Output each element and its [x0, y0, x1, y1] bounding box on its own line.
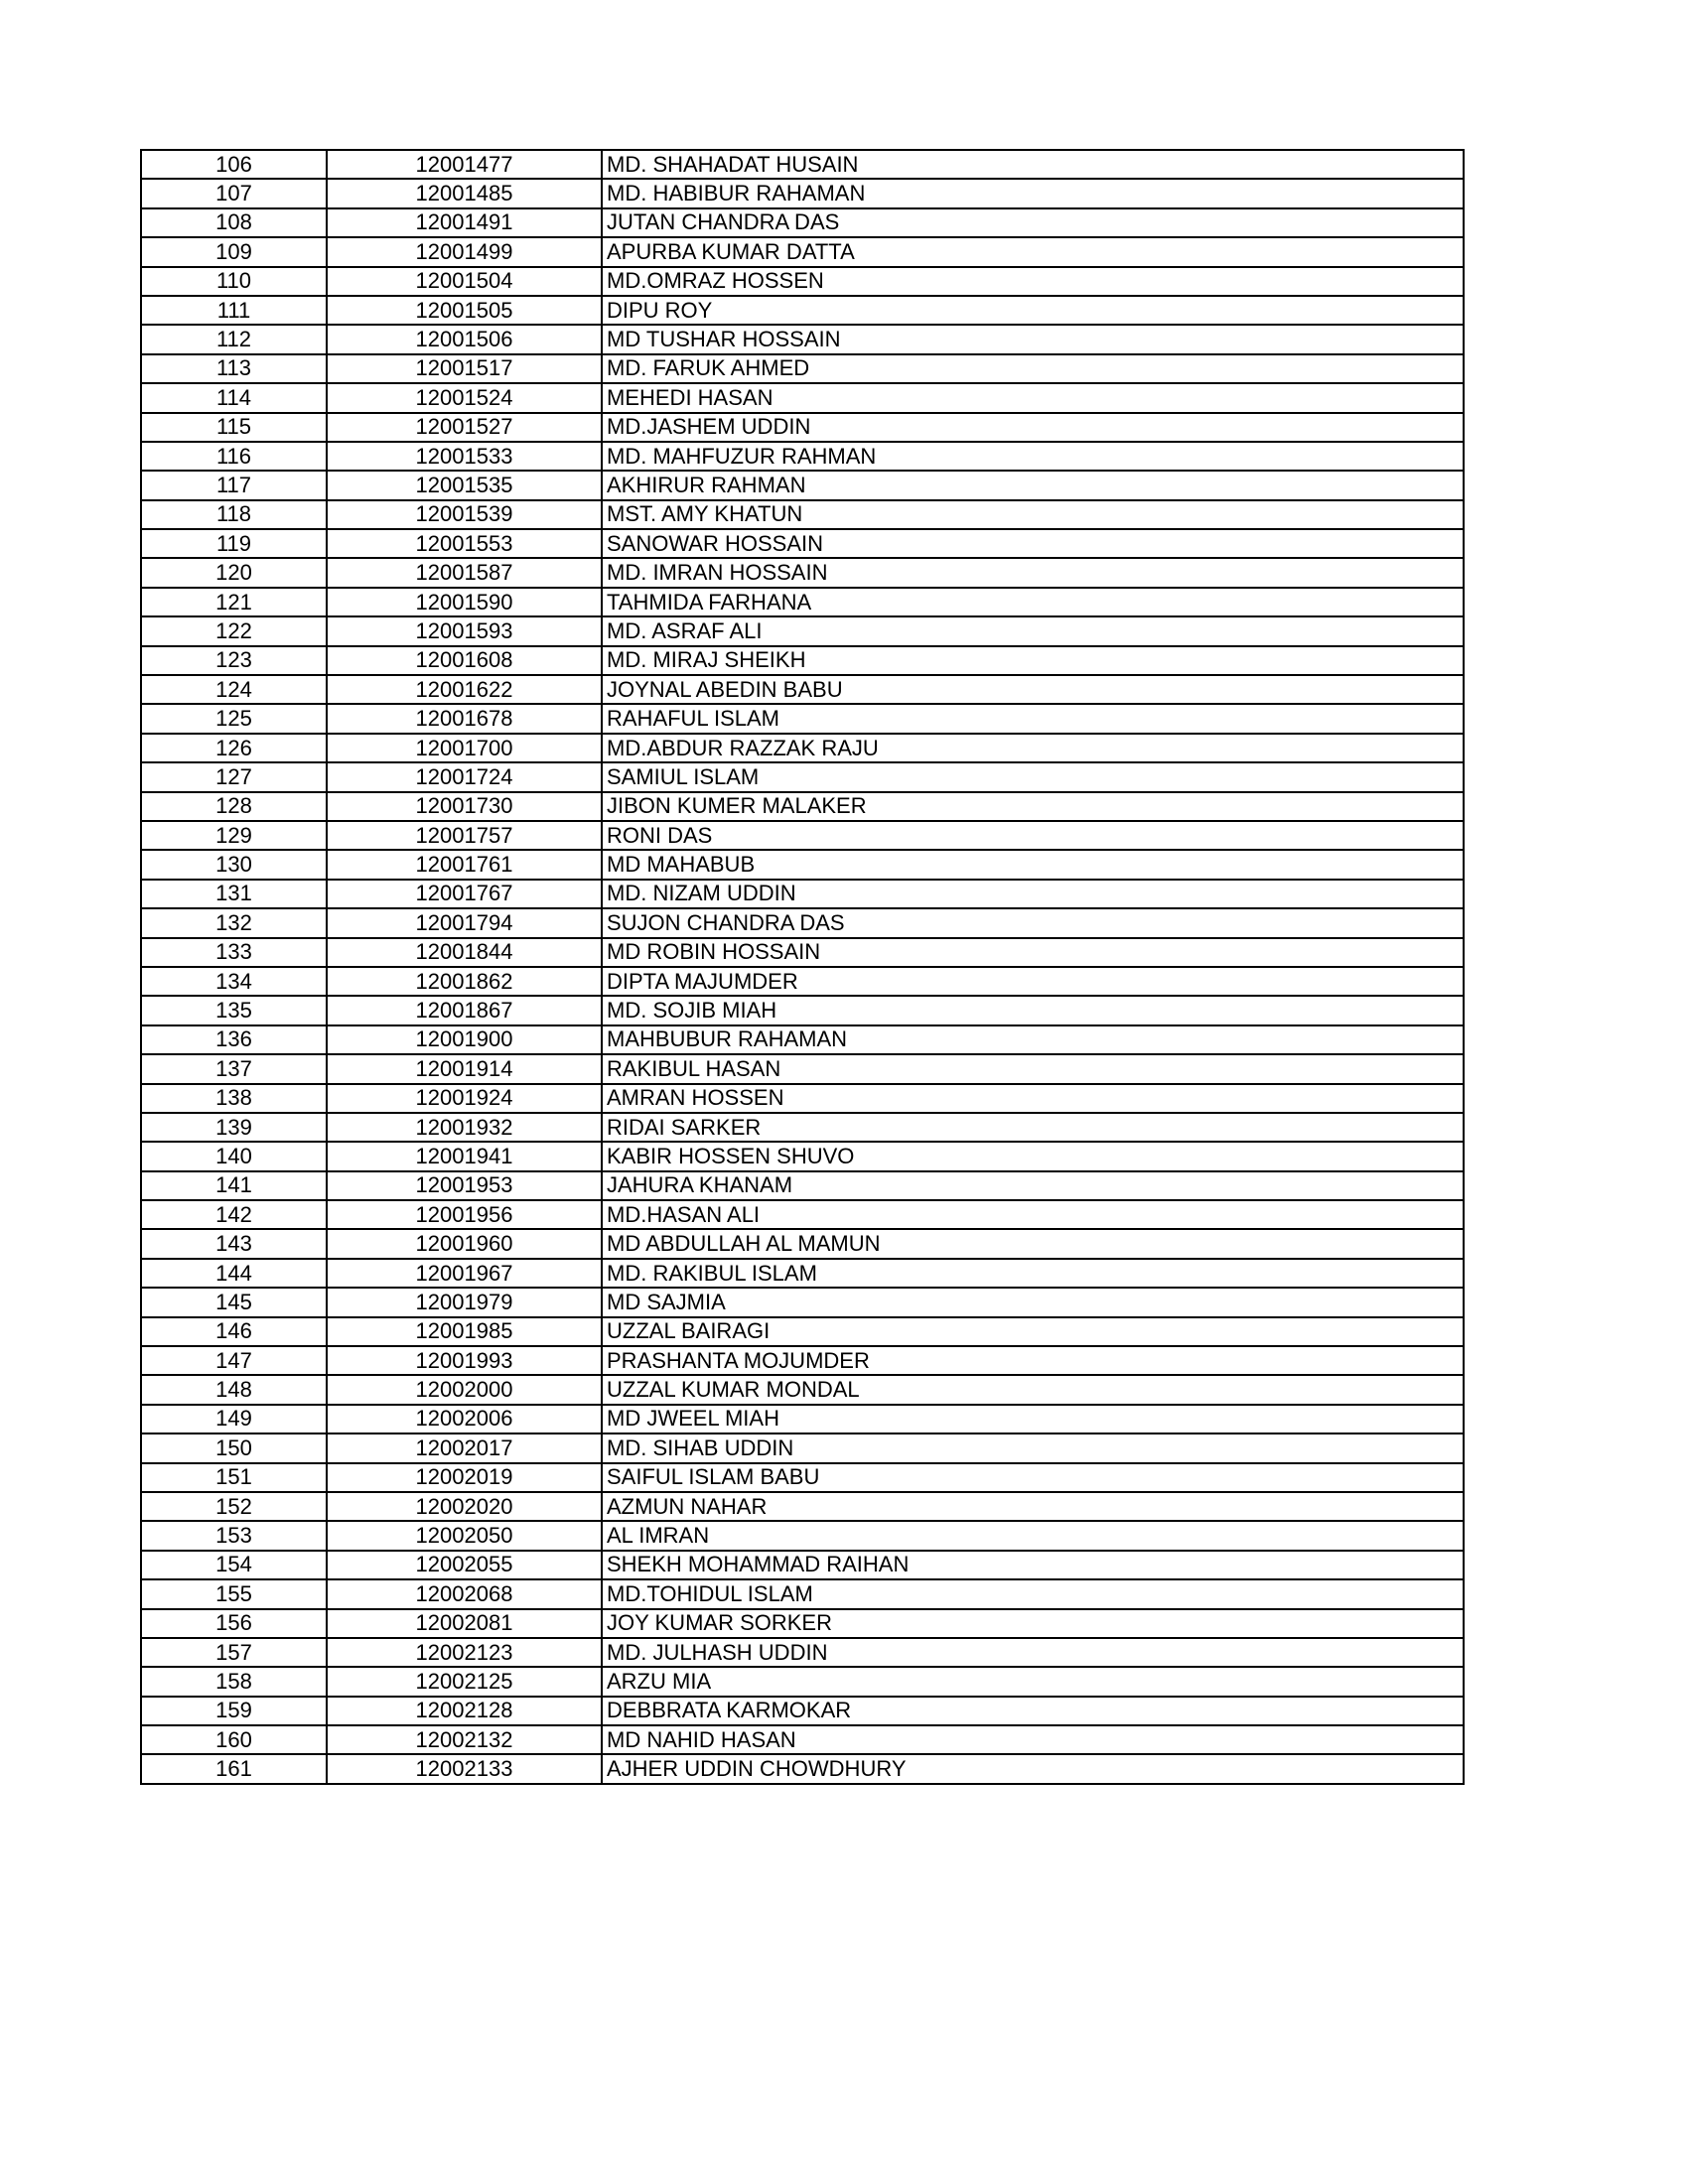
serial-number-cell: 158 — [141, 1667, 327, 1696]
serial-number-cell: 145 — [141, 1288, 327, 1316]
candidate-name-cell: RAHAFUL ISLAM — [602, 704, 1464, 733]
candidate-name-cell: MD. JULHASH UDDIN — [602, 1638, 1464, 1667]
serial-number-cell: 106 — [141, 150, 327, 179]
serial-number-cell: 122 — [141, 616, 327, 645]
candidate-name-cell: SANOWAR HOSSAIN — [602, 529, 1464, 558]
serial-number-cell: 130 — [141, 850, 327, 879]
registration-id-cell: 12002017 — [327, 1433, 602, 1462]
table-row — [141, 529, 1464, 558]
candidate-name-cell: MAHBUBUR RAHAMAN — [602, 1025, 1464, 1054]
serial-number-cell: 110 — [141, 267, 327, 296]
candidate-list-body — [141, 150, 1464, 1784]
serial-number-cell: 129 — [141, 821, 327, 850]
table-row — [141, 1405, 1464, 1433]
registration-id-cell: 12001533 — [327, 442, 602, 471]
candidate-name-cell: AJHER UDDIN CHOWDHURY — [602, 1754, 1464, 1783]
table-row — [141, 967, 1464, 996]
serial-number-cell: 154 — [141, 1551, 327, 1579]
candidate-name-cell: APURBA KUMAR DATTA — [602, 237, 1464, 266]
table-row — [141, 850, 1464, 879]
candidate-name-cell: MD. SOJIB MIAH — [602, 996, 1464, 1024]
registration-id-cell: 12001499 — [327, 237, 602, 266]
candidate-name-cell: MD MAHABUB — [602, 850, 1464, 879]
serial-number-cell: 108 — [141, 208, 327, 237]
table-row — [141, 1579, 1464, 1608]
candidate-name-cell: AMRAN HOSSEN — [602, 1084, 1464, 1113]
registration-id-cell: 12001924 — [327, 1084, 602, 1113]
candidate-name-cell: DEBBRATA KARMOKAR — [602, 1697, 1464, 1725]
registration-id-cell: 12001757 — [327, 821, 602, 850]
table-row — [141, 1084, 1464, 1113]
candidate-list-table — [140, 149, 1465, 1785]
serial-number-cell: 109 — [141, 237, 327, 266]
candidate-name-cell: MD. RAKIBUL ISLAM — [602, 1259, 1464, 1288]
candidate-name-cell: AZMUN NAHAR — [602, 1492, 1464, 1521]
serial-number-cell: 131 — [141, 880, 327, 908]
candidate-name-cell: UZZAL KUMAR MONDAL — [602, 1375, 1464, 1404]
registration-id-cell: 12001505 — [327, 296, 602, 325]
serial-number-cell: 159 — [141, 1697, 327, 1725]
serial-number-cell: 118 — [141, 500, 327, 529]
candidate-name-cell: MEHEDI HASAN — [602, 383, 1464, 412]
registration-id-cell: 12001517 — [327, 354, 602, 383]
table-row — [141, 1375, 1464, 1404]
candidate-name-cell: MD. IMRAN HOSSAIN — [602, 558, 1464, 587]
registration-id-cell: 12002050 — [327, 1521, 602, 1550]
candidate-name-cell: TAHMIDA FARHANA — [602, 588, 1464, 616]
registration-id-cell: 12001993 — [327, 1346, 602, 1375]
serial-number-cell: 156 — [141, 1609, 327, 1638]
registration-id-cell: 12001953 — [327, 1171, 602, 1200]
table-row — [141, 383, 1464, 412]
serial-number-cell: 133 — [141, 938, 327, 967]
table-row — [141, 1288, 1464, 1316]
serial-number-cell: 143 — [141, 1229, 327, 1258]
serial-number-cell: 120 — [141, 558, 327, 587]
serial-number-cell: 146 — [141, 1317, 327, 1346]
table-row — [141, 354, 1464, 383]
table-row — [141, 413, 1464, 442]
candidate-name-cell: MD. NIZAM UDDIN — [602, 880, 1464, 908]
serial-number-cell: 113 — [141, 354, 327, 383]
registration-id-cell: 12002068 — [327, 1579, 602, 1608]
candidate-name-cell: KABIR HOSSEN SHUVO — [602, 1142, 1464, 1170]
serial-number-cell: 128 — [141, 792, 327, 821]
table-row — [141, 821, 1464, 850]
serial-number-cell: 107 — [141, 179, 327, 207]
candidate-name-cell: MD.JASHEM UDDIN — [602, 413, 1464, 442]
serial-number-cell: 150 — [141, 1433, 327, 1462]
serial-number-cell: 124 — [141, 675, 327, 704]
registration-id-cell: 12002125 — [327, 1667, 602, 1696]
registration-id-cell: 12001587 — [327, 558, 602, 587]
registration-id-cell: 12002006 — [327, 1405, 602, 1433]
table-row — [141, 1113, 1464, 1142]
candidate-name-cell: JIBON KUMER MALAKER — [602, 792, 1464, 821]
registration-id-cell: 12001527 — [327, 413, 602, 442]
registration-id-cell: 12001730 — [327, 792, 602, 821]
registration-id-cell: 12001724 — [327, 762, 602, 791]
table-row — [141, 1200, 1464, 1229]
registration-id-cell: 12001985 — [327, 1317, 602, 1346]
serial-number-cell: 160 — [141, 1725, 327, 1754]
serial-number-cell: 117 — [141, 471, 327, 499]
table-row — [141, 1697, 1464, 1725]
candidate-name-cell: JOY KUMAR SORKER — [602, 1609, 1464, 1638]
serial-number-cell: 125 — [141, 704, 327, 733]
registration-id-cell: 12001914 — [327, 1054, 602, 1083]
serial-number-cell: 132 — [141, 908, 327, 937]
registration-id-cell: 12001844 — [327, 938, 602, 967]
registration-id-cell: 12001941 — [327, 1142, 602, 1170]
table-row — [141, 1054, 1464, 1083]
candidate-name-cell: ARZU MIA — [602, 1667, 1464, 1696]
serial-number-cell: 144 — [141, 1259, 327, 1288]
registration-id-cell: 12001524 — [327, 383, 602, 412]
registration-id-cell: 12001967 — [327, 1259, 602, 1288]
table-row — [141, 1609, 1464, 1638]
table-row — [141, 1754, 1464, 1783]
candidate-name-cell: DIPTA MAJUMDER — [602, 967, 1464, 996]
candidate-name-cell: AL IMRAN — [602, 1521, 1464, 1550]
candidate-name-cell: MD SAJMIA — [602, 1288, 1464, 1316]
registration-id-cell: 12002019 — [327, 1463, 602, 1492]
registration-id-cell: 12001535 — [327, 471, 602, 499]
table-row — [141, 1171, 1464, 1200]
table-row — [141, 150, 1464, 179]
table-row — [141, 267, 1464, 296]
serial-number-cell: 155 — [141, 1579, 327, 1608]
table-row — [141, 296, 1464, 325]
candidate-name-cell: RIDAI SARKER — [602, 1113, 1464, 1142]
serial-number-cell: 116 — [141, 442, 327, 471]
registration-id-cell: 12001678 — [327, 704, 602, 733]
table-row — [141, 762, 1464, 791]
table-row — [141, 1463, 1464, 1492]
table-row — [141, 1025, 1464, 1054]
registration-id-cell: 12001608 — [327, 646, 602, 675]
table-row — [141, 1229, 1464, 1258]
registration-id-cell: 12001504 — [327, 267, 602, 296]
registration-id-cell: 12001761 — [327, 850, 602, 879]
table-row — [141, 996, 1464, 1024]
table-row — [141, 1259, 1464, 1288]
serial-number-cell: 115 — [141, 413, 327, 442]
candidate-name-cell: JUTAN CHANDRA DAS — [602, 208, 1464, 237]
serial-number-cell: 147 — [141, 1346, 327, 1375]
candidate-name-cell: MD. ASRAF ALI — [602, 616, 1464, 645]
serial-number-cell: 134 — [141, 967, 327, 996]
serial-number-cell: 136 — [141, 1025, 327, 1054]
serial-number-cell: 126 — [141, 734, 327, 762]
table-row — [141, 471, 1464, 499]
candidate-name-cell: MD.HASAN ALI — [602, 1200, 1464, 1229]
candidate-name-cell: RAKIBUL HASAN — [602, 1054, 1464, 1083]
candidate-name-cell: MD. SHAHADAT HUSAIN — [602, 150, 1464, 179]
serial-number-cell: 149 — [141, 1405, 327, 1433]
serial-number-cell: 119 — [141, 529, 327, 558]
registration-id-cell: 12001867 — [327, 996, 602, 1024]
registration-id-cell: 12001590 — [327, 588, 602, 616]
table-row — [141, 1492, 1464, 1521]
registration-id-cell: 12002132 — [327, 1725, 602, 1754]
table-row — [141, 675, 1464, 704]
table-row — [141, 325, 1464, 353]
serial-number-cell: 123 — [141, 646, 327, 675]
table-row — [141, 646, 1464, 675]
table-row — [141, 208, 1464, 237]
table-row — [141, 734, 1464, 762]
registration-id-cell: 12002128 — [327, 1697, 602, 1725]
registration-id-cell: 12001700 — [327, 734, 602, 762]
table-row — [141, 237, 1464, 266]
table-row — [141, 558, 1464, 587]
registration-id-cell: 12002081 — [327, 1609, 602, 1638]
table-row — [141, 1142, 1464, 1170]
table-row — [141, 938, 1464, 967]
table-row — [141, 908, 1464, 937]
candidate-name-cell: MD.ABDUR RAZZAK RAJU — [602, 734, 1464, 762]
registration-id-cell: 12002123 — [327, 1638, 602, 1667]
serial-number-cell: 127 — [141, 762, 327, 791]
table-row — [141, 880, 1464, 908]
table-row — [141, 442, 1464, 471]
registration-id-cell: 12002133 — [327, 1754, 602, 1783]
table-row — [141, 792, 1464, 821]
candidate-name-cell: MD. SIHAB UDDIN — [602, 1433, 1464, 1462]
serial-number-cell: 153 — [141, 1521, 327, 1550]
registration-id-cell: 12001956 — [327, 1200, 602, 1229]
candidate-name-cell: JOYNAL ABEDIN BABU — [602, 675, 1464, 704]
candidate-name-cell: MD.TOHIDUL ISLAM — [602, 1579, 1464, 1608]
table-row — [141, 1346, 1464, 1375]
candidate-name-cell: MD. MAHFUZUR RAHMAN — [602, 442, 1464, 471]
candidate-name-cell: DIPU ROY — [602, 296, 1464, 325]
candidate-name-cell: MD NAHID HASAN — [602, 1725, 1464, 1754]
registration-id-cell: 12001979 — [327, 1288, 602, 1316]
registration-id-cell: 12002055 — [327, 1551, 602, 1579]
registration-id-cell: 12001900 — [327, 1025, 602, 1054]
registration-id-cell: 12001506 — [327, 325, 602, 353]
candidate-name-cell: SAMIUL ISLAM — [602, 762, 1464, 791]
candidate-name-cell: SHEKH MOHAMMAD RAIHAN — [602, 1551, 1464, 1579]
serial-number-cell: 114 — [141, 383, 327, 412]
table-row — [141, 1433, 1464, 1462]
candidate-name-cell: JAHURA KHANAM — [602, 1171, 1464, 1200]
serial-number-cell: 142 — [141, 1200, 327, 1229]
registration-id-cell: 12001794 — [327, 908, 602, 937]
table-row — [141, 1521, 1464, 1550]
candidate-name-cell: SAIFUL ISLAM BABU — [602, 1463, 1464, 1492]
registration-id-cell: 12001960 — [327, 1229, 602, 1258]
registration-id-cell: 12001485 — [327, 179, 602, 207]
candidate-name-cell: AKHIRUR RAHMAN — [602, 471, 1464, 499]
registration-id-cell: 12001477 — [327, 150, 602, 179]
candidate-name-cell: MD.OMRAZ HOSSEN — [602, 267, 1464, 296]
serial-number-cell: 137 — [141, 1054, 327, 1083]
registration-id-cell: 12002000 — [327, 1375, 602, 1404]
serial-number-cell: 135 — [141, 996, 327, 1024]
serial-number-cell: 151 — [141, 1463, 327, 1492]
candidate-name-cell: MD. FARUK AHMED — [602, 354, 1464, 383]
table-row — [141, 1667, 1464, 1696]
serial-number-cell: 161 — [141, 1754, 327, 1783]
serial-number-cell: 152 — [141, 1492, 327, 1521]
registration-id-cell: 12001593 — [327, 616, 602, 645]
candidate-name-cell: MD. HABIBUR RAHAMAN — [602, 179, 1464, 207]
registration-id-cell: 12001491 — [327, 208, 602, 237]
candidate-name-cell: PRASHANTA MOJUMDER — [602, 1346, 1464, 1375]
serial-number-cell: 138 — [141, 1084, 327, 1113]
candidate-name-cell: MD JWEEL MIAH — [602, 1405, 1464, 1433]
serial-number-cell: 111 — [141, 296, 327, 325]
candidate-name-cell: UZZAL BAIRAGI — [602, 1317, 1464, 1346]
serial-number-cell: 112 — [141, 325, 327, 353]
registration-id-cell: 12001862 — [327, 967, 602, 996]
table-row — [141, 704, 1464, 733]
serial-number-cell: 148 — [141, 1375, 327, 1404]
candidate-name-cell: RONI DAS — [602, 821, 1464, 850]
candidate-name-cell: MD TUSHAR HOSSAIN — [602, 325, 1464, 353]
table-row — [141, 1638, 1464, 1667]
registration-id-cell: 12001767 — [327, 880, 602, 908]
candidate-name-cell: SUJON CHANDRA DAS — [602, 908, 1464, 937]
serial-number-cell: 140 — [141, 1142, 327, 1170]
candidate-name-cell: MD. MIRAJ SHEIKH — [602, 646, 1464, 675]
registration-id-cell: 12001622 — [327, 675, 602, 704]
table-row — [141, 500, 1464, 529]
serial-number-cell: 157 — [141, 1638, 327, 1667]
table-row — [141, 588, 1464, 616]
serial-number-cell: 141 — [141, 1171, 327, 1200]
candidate-name-cell: MST. AMY KHATUN — [602, 500, 1464, 529]
table-row — [141, 1725, 1464, 1754]
registration-id-cell: 12002020 — [327, 1492, 602, 1521]
registration-id-cell: 12001932 — [327, 1113, 602, 1142]
serial-number-cell: 139 — [141, 1113, 327, 1142]
table-row — [141, 179, 1464, 207]
registration-id-cell: 12001553 — [327, 529, 602, 558]
serial-number-cell: 121 — [141, 588, 327, 616]
table-row — [141, 616, 1464, 645]
candidate-name-cell: MD ROBIN HOSSAIN — [602, 938, 1464, 967]
table-row — [141, 1317, 1464, 1346]
table-row — [141, 1551, 1464, 1579]
registration-id-cell: 12001539 — [327, 500, 602, 529]
candidate-name-cell: MD ABDULLAH AL MAMUN — [602, 1229, 1464, 1258]
